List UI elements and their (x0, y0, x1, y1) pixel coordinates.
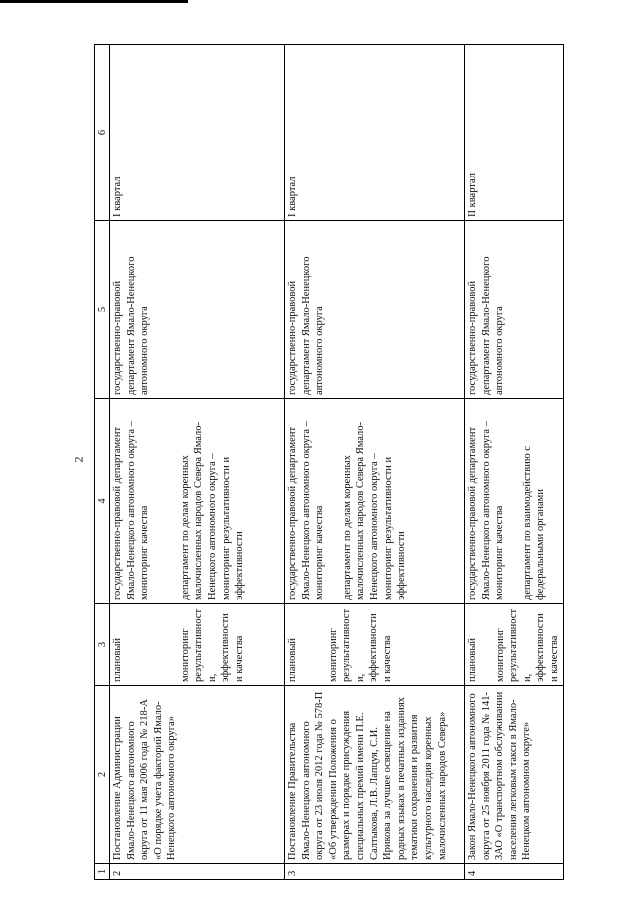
responsible-quality: государственно-правовой департамент Ямало-Ненецкого автономного округа – мониторинг качества (467, 421, 506, 600)
table-row-2 (110, 45, 285, 880)
deadline-cell: II квартал (465, 45, 564, 221)
top-rule (0, 0, 188, 3)
header-cell-4: 4 (95, 399, 110, 604)
header-cell-6: 6 (95, 45, 110, 221)
deadline-cell: I квартал (110, 45, 285, 221)
legal-act-cell: Постановление Правительства Ямало-Ненецкого автономного округа от 23 июля 2012 года № 578-П «Об утверждении Положения о размерах и порядке присуждения специальных премий имени П.Е. Салтыкова, Л.В. Лапцуя, С.И. Ирикова за лучшее освещение на родных языках в печатных изданиях тематики сохранения и развития культурного наследия коренных малочисленных народов Севера» (285, 686, 465, 864)
summary-body-cell: государственно-правовой департамент Ямало-Ненецкого автономного округа (465, 221, 564, 399)
header-cell-5: 5 (95, 221, 110, 399)
responsible-cell (465, 399, 564, 604)
row-number: 3 (285, 864, 465, 880)
monitoring-kind: мониторинг результативности, эффективности и качества (179, 608, 245, 682)
responsible-interaction: департамент по взаимодействию с федеральными органами (521, 446, 547, 600)
header-row (95, 45, 110, 880)
responsible-quality: государственно-правовой департамент Ямало-Ненецкого автономного округа – мониторинг качества (112, 421, 151, 600)
header-cell-2: 2 (95, 686, 110, 864)
summary-body-cell: государственно-правовой департамент Ямало-Ненецкого автономного округа (110, 221, 285, 399)
monitoring-type-cell (465, 604, 564, 686)
legal-act-cell: Постановление Администрации Ямало-Ненецкого автономного округа от 11 мая 2006 года № 218-А «О порядке учета факторий Ямало-Ненецкого автономного округа» (110, 686, 285, 864)
monitoring-plan-table (94, 44, 564, 880)
monitoring-type-cell (285, 604, 465, 686)
page-number: 2 (71, 456, 86, 463)
responsible-effectiveness: департамент по делам коренных малочисленных народов Севера Ямало-Ненецкого автономного округа – мониторинг результативности и эффективности (341, 421, 408, 600)
monitoring-type-cell (110, 604, 285, 686)
deadline-cell: I квартал (285, 45, 465, 221)
responsible-quality: государственно-правовой департамент Ямало-Ненецкого автономного округа – мониторинг качества (287, 421, 326, 600)
legal-act-cell: Закон Ямало-Ненецкого автономного округа от 25 ноября 2011 года № 141-ЗАО «О транспортном обслуживании населения легковым такси в Ямало-Ненецком автономном округе» (465, 686, 564, 864)
monitoring-kind: мониторинг результативности, эффективности и качества (327, 608, 393, 682)
responsible-cell (285, 399, 465, 604)
table-row-3 (285, 45, 465, 880)
monitoring-plan-table-wrapper (94, 45, 560, 880)
table-row-4 (465, 45, 564, 880)
responsible-effectiveness: департамент по делам коренных малочисленных народов Севера Ямало-Ненецкого автономного округа – мониторинг результативности и эффективности (179, 421, 246, 600)
header-cell-1: 1 (95, 864, 110, 880)
row-number: 2 (110, 864, 285, 880)
row-number: 4 (465, 864, 564, 880)
monitoring-kind: мониторинг результативности, эффективности и качества (494, 608, 560, 682)
responsible-cell (110, 399, 285, 604)
summary-body-cell: государственно-правовой департамент Ямало-Ненецкого автономного округа (285, 221, 465, 399)
monitoring-type: плановый (112, 637, 123, 682)
header-cell-3: 3 (95, 604, 110, 686)
monitoring-type: плановый (467, 637, 478, 682)
monitoring-type: плановый (287, 637, 298, 682)
